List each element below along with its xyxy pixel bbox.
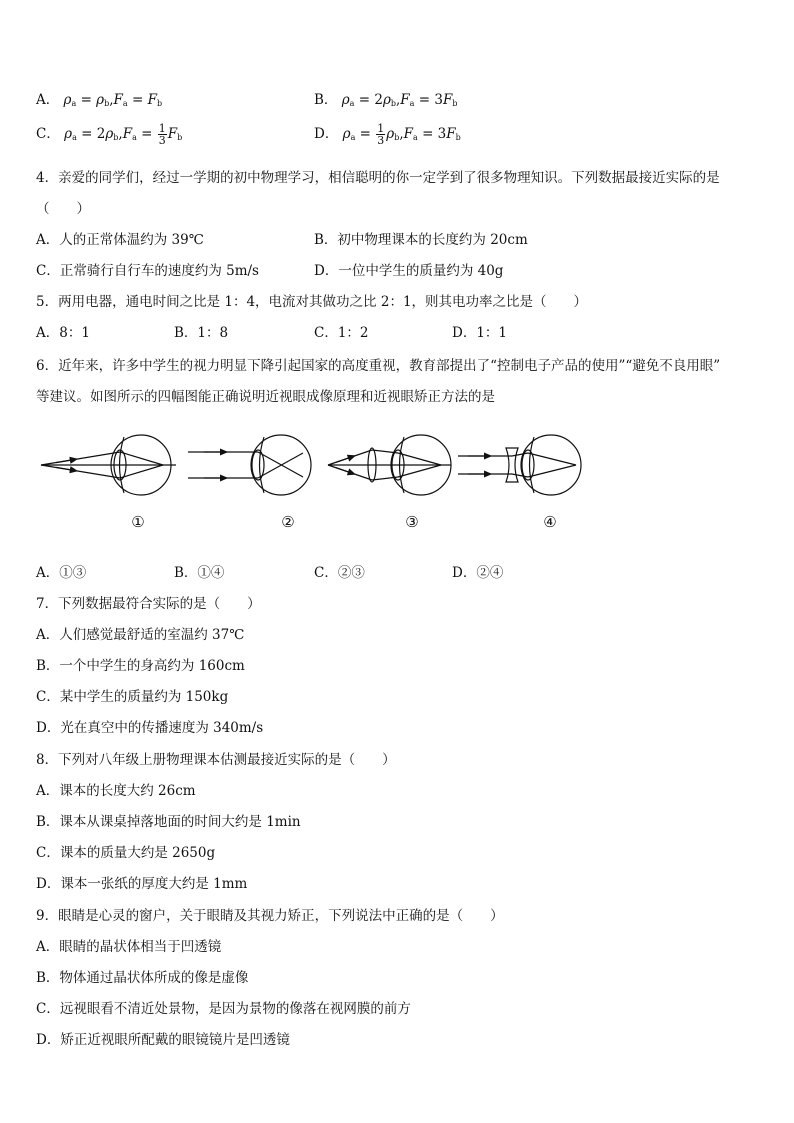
q4-stem: 4．亲爱的同学们，经过一学期的初中物理学习，相信聪明的你一定学到了很多物理知识。下列数据最接近实际的是 <box>36 170 720 186</box>
eye-diagram-2 <box>188 435 311 495</box>
q3-option-c[interactable]: C． $\rho_a = 2\rho_b,F_a$ = $\frac{1}{3}$ $F_b$ <box>36 122 183 147</box>
eye-diagram-4 <box>458 435 581 495</box>
q3-option-a[interactable]: A． $\rho_a = \rho_b,F_a = F_b$ <box>36 92 163 108</box>
q8-option-d[interactable]: D．课本一张纸的厚度大约是 1mm <box>36 876 248 892</box>
q5-option-d[interactable]: D．1：1 <box>452 325 508 341</box>
q5-option-b[interactable]: B．1：8 <box>174 325 229 341</box>
q7-option-b[interactable]: B．一个中学生的身高约为 160cm <box>36 658 245 674</box>
q7-stem: 7．下列数据最符合实际的是（ ） <box>36 596 261 612</box>
q9-stem: 9．眼睛是心灵的窗户，关于眼睛及其视力矫正，下列说法中正确的是（ ） <box>36 908 504 924</box>
q7-option-d[interactable]: D．光在真空中的传播速度为 340m/s <box>36 720 264 736</box>
q4-stem-blank: （ ） <box>36 201 90 217</box>
q6-option-d[interactable]: D．②④ <box>452 565 504 581</box>
q7-option-a[interactable]: A．人们感觉最舒适的室温约 37℃ <box>36 627 245 643</box>
q5-option-c[interactable]: C．1：2 <box>314 325 369 341</box>
q5-option-a[interactable]: A．8：1 <box>36 325 90 341</box>
eye-diagrams-figure <box>36 425 596 540</box>
q8-stem: 8．下列对八年级上册物理课本估测最接近实际的是（ ） <box>36 752 396 768</box>
q9-option-b[interactable]: B．物体通过晶状体所成的像是虚像 <box>36 970 249 986</box>
q4-option-c[interactable]: C．正常骑行自行车的速度约为 5m/s <box>36 263 259 279</box>
eye-diagram-3 <box>328 435 451 495</box>
fraction-one-third: $\frac{1}{3}$ <box>158 122 166 147</box>
q4-option-a[interactable]: A．人的正常体温约为 39℃ <box>36 232 204 248</box>
q6-stem: 6．近年来，许多中学生的视力明显下降引起国家的高度重视，教育部提出了“控制电子产品的使用”“避免不良用眼” <box>36 358 721 374</box>
q9-option-c[interactable]: C．远视眼看不清近处景物，是因为景物的像落在视网膜的前方 <box>36 1001 411 1017</box>
q6-option-a[interactable]: A．①③ <box>36 565 87 581</box>
q4-option-b[interactable]: B．初中物理课本的长度约为 20cm <box>314 232 528 248</box>
q5-stem: 5．两用电器，通电时间之比是 1：4，电流对其做功之比 2：1，则其电功率之比是（ ） <box>36 294 588 310</box>
q6-option-c[interactable]: C．②③ <box>314 565 365 581</box>
q7-option-c[interactable]: C．某中学生的质量约为 150kg <box>36 689 229 705</box>
q9-option-a[interactable]: A．眼睛的晶状体相当于凹透镜 <box>36 939 222 955</box>
q9-option-d[interactable]: D．矫正近视眼所配戴的眼镜镜片是凹透镜 <box>36 1032 290 1048</box>
q8-option-b[interactable]: B．课本从课桌掉落地面的时间大约是 1min <box>36 814 301 830</box>
q8-option-a[interactable]: A．课本的长度大约 26cm <box>36 783 196 799</box>
fraction-one-third: $\frac{1}{3}$ <box>377 122 385 147</box>
figure-label-3: ③ <box>405 513 419 531</box>
q6-option-b[interactable]: B．①④ <box>174 565 225 581</box>
eye-diagram-1 <box>41 435 176 495</box>
figure-label-1: ① <box>131 513 145 531</box>
q8-option-c[interactable]: C．课本的质量大约是 2650g <box>36 845 216 861</box>
q6-stem-line2: 等建议。如图所示的四幅图能正确说明近视眼成像原理和近视眼矫正方法的是 <box>36 389 495 405</box>
figure-label-2: ② <box>281 513 295 531</box>
q3-option-b[interactable]: B． $\rho_a = 2\rho_b,F_a = 3F_b$ <box>314 92 458 108</box>
q3-option-d[interactable]: D． $\rho_a$ = $\frac{1}{3}$ $\rho_b,F_a = 3F_b$ <box>314 122 461 147</box>
figure-label-4: ④ <box>543 513 557 531</box>
q4-option-d[interactable]: D．一位中学生的质量约为 40g <box>314 263 504 279</box>
